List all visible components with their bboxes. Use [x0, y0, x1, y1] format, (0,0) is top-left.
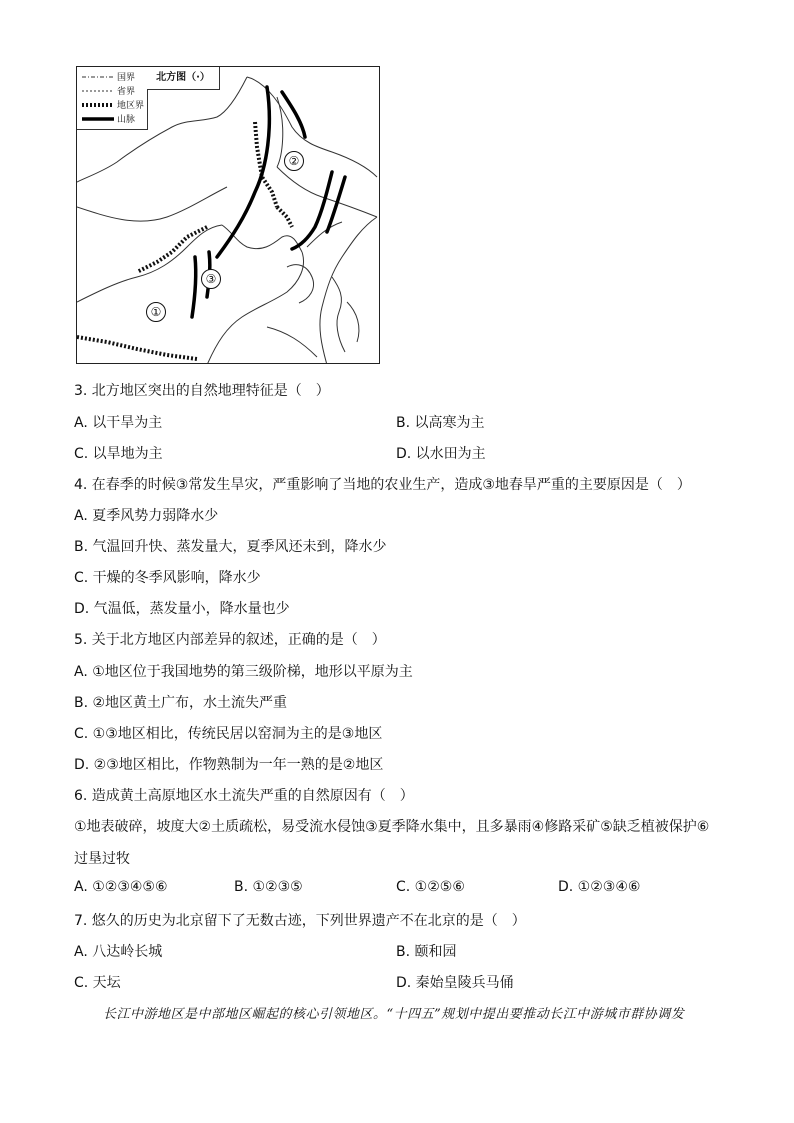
question-5-option-c: C. ①③地区相比，传统民居以窑洞为主的是③地区 [74, 726, 383, 742]
legend-label: 地区界 [117, 101, 145, 111]
question-3-stem: 3. 北方地区突出的自然地理特征是（ ） [74, 383, 330, 399]
legend-label: 省界 [117, 87, 136, 97]
question-7-option-a: A. 八达岭长城 [74, 944, 163, 960]
map-title: 北方图（·） [147, 67, 220, 90]
map-marker-3: ③ [201, 269, 221, 289]
question-7-option-b: B. 颐和园 [396, 944, 457, 960]
question-3-option-c: C. 以旱地为主 [74, 446, 163, 462]
legend-label: 国界 [117, 73, 136, 83]
question-5-stem: 5. 关于北方地区内部差异的叙述，正确的是（ ） [74, 632, 386, 648]
question-6-option-c: C. ①②⑤⑥ [396, 879, 465, 895]
north-region-map [76, 66, 380, 364]
question-4-stem: 4. 在春季的时候③常发生旱灾，严重影响了当地的农业生产，造成③地春旱严重的主要原因是（ ） [74, 477, 691, 493]
question-6-option-d: D. ①②③④⑥ [558, 879, 641, 895]
map-marker-2: ② [284, 151, 304, 171]
question-5-option-b: B. ②地区黄土广布，水土流失严重 [74, 695, 288, 711]
question-3-option-d: D. 以水田为主 [396, 446, 486, 462]
map-legend [77, 67, 148, 130]
question-3-option-a: A. 以干旱为主 [74, 415, 163, 431]
question-6-stem: 6. 造成黄土高原地区水土流失严重的自然原因有（ ） [74, 788, 414, 804]
legend-label: 山脉 [117, 115, 136, 125]
question-4-option-b: B. 气温回升快、蒸发量大，夏季风还未到，降水少 [74, 539, 387, 555]
question-4-option-a: A. 夏季风势力弱降水少 [74, 508, 219, 524]
question-7-option-c: C. 天坛 [74, 975, 121, 991]
question-7-stem: 7. 悠久的历史为北京留下了无数古迹，下列世界遗产不在北京的是（ ） [74, 913, 526, 929]
question-4-option-d: D. 气温低，蒸发量小，降水量也少 [74, 601, 290, 617]
question-7-option-d: D. 秦始皇陵兵马俑 [396, 975, 514, 991]
legend-symbols [80, 67, 116, 129]
question-4-option-c: C. 干燥的冬季风影响，降水少 [74, 570, 261, 586]
question-6-option-b: B. ①②③⑤ [234, 879, 303, 895]
question-6-option-a: A. ①②③④⑤⑥ [74, 879, 168, 895]
question-3-option-b: B. 以高寒为主 [396, 415, 485, 431]
map-marker-1: ① [146, 302, 166, 322]
next-passage-intro: 长江中游地区是中部地区崛起的核心引领地区。“十四五”规划中提出要推动长江中游城市群协调发 [103, 1007, 685, 1022]
question-6-body: 过垦过牧 [74, 851, 130, 867]
question-6-body: ①地表破碎，坡度大②土质疏松，易受流水侵蚀③夏季降水集中，且多暴雨④修路采矿⑤缺乏植被保护⑥ [74, 819, 710, 835]
question-5-option-d: D. ②③地区相比，作物熟制为一年一熟的是②地区 [74, 757, 384, 773]
question-5-option-a: A. ①地区位于我国地势的第三级阶梯，地形以平原为主 [74, 664, 413, 680]
